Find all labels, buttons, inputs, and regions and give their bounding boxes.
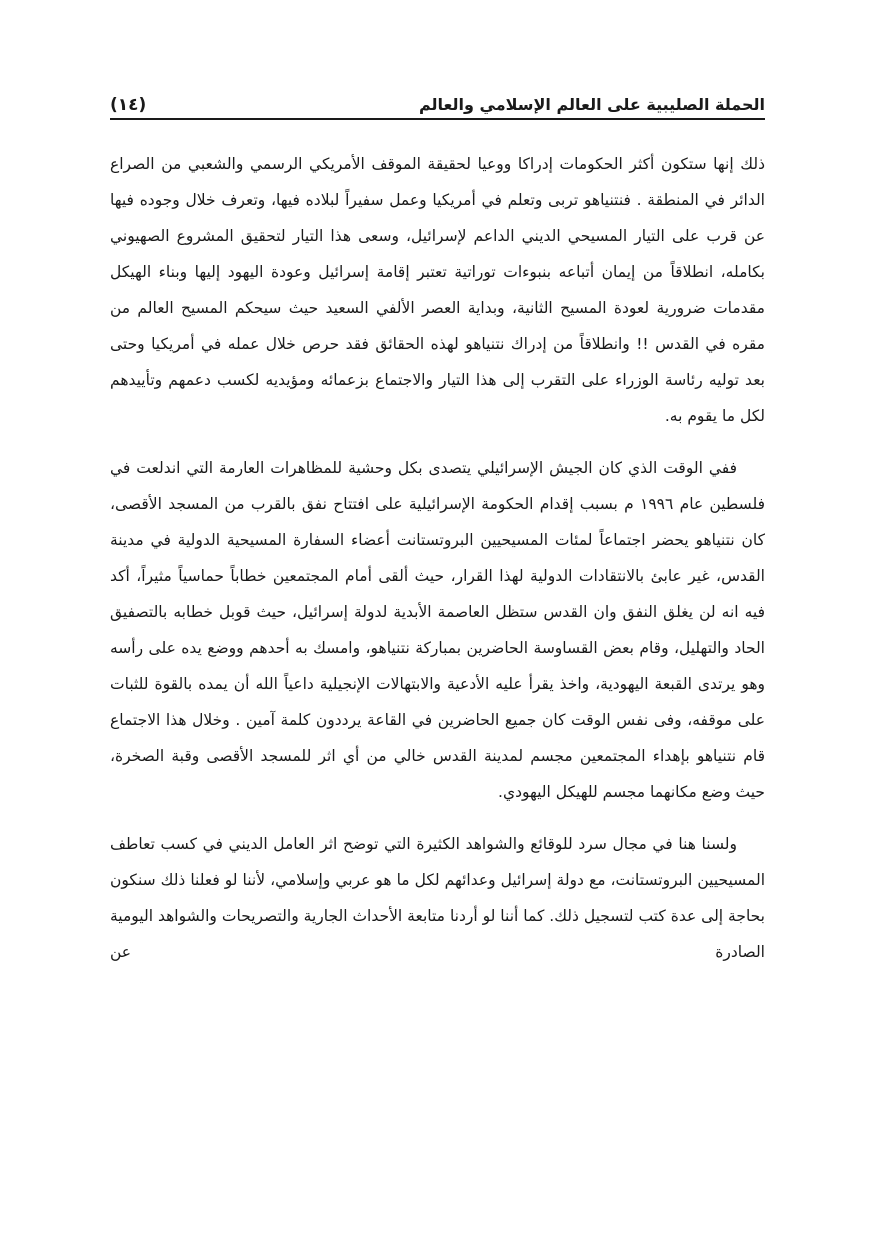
body-text [110,146,765,970]
book-page [110,82,765,970]
paragraph-3: ولسنا هنا في مجال سرد للوقائع والشواهد الكثيرة التي توضح اثر العامل الديني في كسب تعاطف المسيحيين البروتستانت، مع دولة إسرائيل وعدائهم لكل ما هو عربي وإسلامي، لأننا لو فعلنا ذلك سنكون بحاجة إلى عدة كتب لتسجيل ذلك. كما أننا لو أردنا متابعة الأحداث الجارية والتصريحات والشواهد اليومية الصادرة عن [110,835,765,961]
paragraph-1: ذلك إنها ستكون أكثر الحكومات إدراكا ووعيا لحقيقة الموقف الأمريكي الرسمي والشعبي من الصراع الدائر في المنطقة . فنتنياهو تربى وتعلم في أمريكيا وعمل سفيراً لبلاده فيها، وتعرف خلال وجوده فيها عن قرب على التيار المسيحي الديني الداعم لإسرائيل، وسعى هذا التيار لتحقيق المشروع الصهيوني بكامله، انطلاقاً من إيمان أتباعه بنبوءات توراتية تعتبر إقامة إسرائيل وعودة اليهود إليها وبناء الهيكل مقدمات ضرورية لعودة المسيح الثانية، وبداية العصر الألفي السعيد حيث سيحكم المسيح العالم من مقره في القدس !! وانطلاقاً من إدراك نتنياهو لهذه الحقائق فقد حرص خلال عمله في أمريكيا وحتى بعد توليه رئاسة الوزراء على التقرب إلى هذا التيار والاجتماع بزعمائه ومؤيديه لكسب دعمهم وتأييدهم لكل ما يقوم به. [110,155,765,425]
page-number: (١٤) [110,95,147,115]
paragraph-2: ففي الوقت الذي كان الجيش الإسرائيلي يتصدى بكل وحشية للمظاهرات العارمة التي اندلعت في فلسطين عام ١٩٩٦ م بسبب إقدام الحكومة الإسرائيلية على افتتاح نفق بالقرب من المسجد الأقصى، كان نتنياهو يحضر اجتماعاً لمئات المسيحيين البروتستانت أعضاء السفارة المسيحية الدولية في مدينة القدس، غير عابئ بالانتقادات الدولية لهذا القرار، حيث ألقى أمام المجتمعين خطاباً حماسياً مثيراً، أكد فيه انه لن يغلق النفق وان القدس ستظل العاصمة الأبدية لدولة إسرائيل، حيث قوبل خطابه بالتصفيق الحاد والتهليل، وقام بعض القساوسة الحاضرين بمباركة نتنياهو، وامسك به أحدهم ووضع يده على رأسه وهو يرتدى القبعة اليهودية، واخذ يقرأ عليه الأدعية والابتهالات الإنجيلية داعياً الله أن يمده بالقوة للثبات على موقفه، وفى نفس الوقت كان جميع الحاضرين في القاعة يرددون كلمة آمين . وخلال هذا الاجتماع قام نتنياهو بإهداء المجتمعين مجسم لمدينة القدس خالي من أي اثر للمسجد الأقصى وقبة الصخرة، حيث وضع مكانهما مجسم للهيكل اليهودي. [110,459,766,801]
running-header [110,82,765,120]
running-title: الحملة الصليبية على العالم الإسلامي والعالم [418,95,765,114]
